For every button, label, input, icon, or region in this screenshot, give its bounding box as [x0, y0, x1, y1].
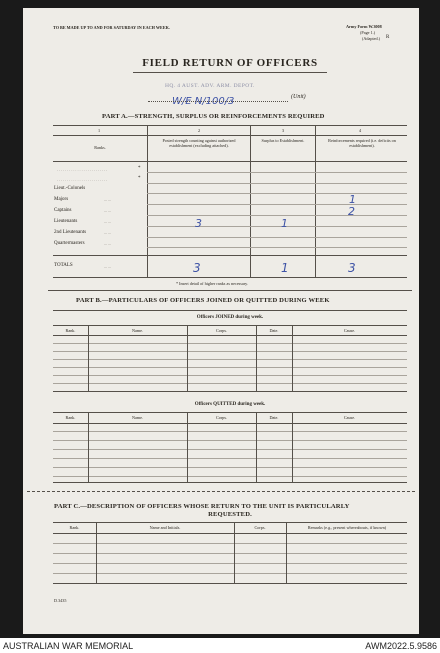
part-a-col-divider: [250, 125, 251, 277]
quitted-col-rank: Rank.: [65, 415, 76, 420]
perforation-line: [27, 491, 415, 492]
rank-label: Quartermasters: [54, 241, 85, 246]
dotted-leader: ... ...: [104, 208, 112, 213]
dotted-leader: ... ...: [104, 230, 112, 235]
captains-reinforcements: 2: [348, 205, 355, 218]
col-number-2: 2: [198, 128, 201, 133]
dotted-leader: ... ...: [104, 264, 112, 269]
row-line: [53, 458, 407, 459]
row-line: [53, 449, 407, 450]
form-number: Army Form W.3008: [346, 24, 382, 29]
part-a-col-divider: [147, 125, 148, 277]
unit-line: [148, 101, 288, 102]
row-line: [53, 383, 407, 384]
part-c-title-line1: PART C.—DESCRIPTION OF OFFICERS WHOSE RETURN TO THE UNIT IS PARTICULARLY: [54, 503, 350, 510]
joined-col-name: Name.: [131, 328, 144, 333]
quitted-col-divider: [187, 412, 188, 482]
part-c-title-line2: REQUESTED.: [208, 511, 252, 518]
joined-heading: Officers JOINED during week.: [196, 315, 264, 320]
print-code: D.3435: [54, 598, 67, 603]
row-line: [147, 193, 407, 194]
joined-col-divider: [292, 325, 293, 391]
row-line: [53, 431, 407, 432]
row-line: [147, 204, 407, 205]
part-a-col-divider: [315, 125, 316, 277]
joined-col-divider: [88, 325, 89, 391]
footer-accession-number: AWM2022.5.9586: [365, 641, 437, 651]
dotted-leader: ... ...: [104, 197, 112, 202]
form-mark: R: [386, 35, 390, 40]
col-number-4: 4: [359, 128, 362, 133]
part-c-rule: [53, 533, 407, 534]
totals-reinforcements: 3: [348, 261, 356, 275]
col-header-ranks: Ranks.: [94, 145, 106, 150]
part-c-col-divider: [96, 522, 97, 583]
part-c-col-corps: Corps.: [254, 525, 266, 530]
part-b-title: PART B.—PARTICULARS OF OFFICERS JOINED OR QUITTED DURING WEEK: [76, 297, 330, 304]
col-number-3: 3: [282, 128, 285, 133]
row-line: [53, 467, 407, 468]
row-line: [53, 573, 407, 574]
part-a-footnote: * Insert detail of higher ranks as necessary.: [176, 281, 249, 286]
part-c-col-rank: Rank.: [69, 525, 80, 530]
row-line: [53, 375, 407, 376]
quitted-col-divider: [292, 412, 293, 482]
quitted-col-cause: Cause.: [343, 415, 356, 420]
part-a-bottom-rule: [53, 277, 407, 278]
lieutenants-posted: 3: [195, 217, 202, 230]
row-line: [147, 183, 407, 184]
quitted-col-corps: Corps.: [215, 415, 228, 420]
totals-label: TOTALS: [54, 263, 73, 268]
quitted-box-bottom: [53, 482, 407, 483]
row-line: [53, 543, 407, 544]
asterisk-mark: *: [138, 176, 141, 181]
part-a-title: PART A.—STRENGTH, SURPLUS OR REINFORCEMENTS REQUIRED: [102, 113, 325, 120]
row-line: [53, 351, 407, 352]
part-c-col-remarks: Remarks (e.g., present whereabouts, if known): [307, 525, 387, 530]
quitted-col-date: Date.: [269, 415, 279, 420]
part-c-rule: [53, 522, 407, 523]
part-divider: [48, 290, 412, 291]
unit-label: (Unit): [291, 94, 306, 100]
rank-label: Captains: [54, 208, 72, 213]
row-line: [147, 247, 407, 248]
dotted-leader: .........................: [57, 167, 109, 172]
joined-box-top: [53, 310, 407, 311]
form-page: (Page 1.): [360, 30, 376, 35]
part-c-col-divider: [286, 522, 287, 583]
joined-col-corps: Corps.: [215, 328, 228, 333]
unit-handwriting: W/E N/100/3: [172, 96, 235, 107]
part-c-col-name: Name and Initials.: [149, 525, 181, 530]
quitted-rule: [53, 412, 407, 413]
form-adapted: (Adapted.): [362, 36, 381, 41]
majors-reinforcements: 1: [349, 193, 356, 206]
quitted-col-divider: [256, 412, 257, 482]
part-a-num-rule: [53, 135, 407, 136]
row-line: [53, 440, 407, 441]
quitted-col-name: Name.: [131, 415, 144, 420]
row-line: [53, 553, 407, 554]
col-header-posted: Posted strength counting against authorized establishment (excluding attached).: [162, 138, 236, 148]
joined-rule: [53, 335, 407, 336]
dotted-leader: .........................: [57, 177, 109, 182]
col-number-1: 1: [98, 128, 101, 133]
part-c-col-divider: [234, 522, 235, 583]
part-a-head-rule: [53, 161, 407, 162]
row-line: [53, 476, 407, 477]
quitted-col-divider: [88, 412, 89, 482]
dotted-leader: ... ...: [104, 241, 112, 246]
row-line: [53, 367, 407, 368]
part-a-top-rule: [53, 125, 407, 126]
rank-label: 2nd Lieutenants: [54, 230, 87, 235]
joined-col-cause: Cause.: [343, 328, 356, 333]
quitted-rule: [53, 423, 407, 424]
joined-col-divider: [187, 325, 188, 391]
quitted-heading: Officers QUITTED during week.: [194, 402, 266, 407]
row-line: [53, 563, 407, 564]
row-line: [147, 172, 407, 173]
totals-surplus: 1: [281, 261, 289, 275]
title-underline: [133, 72, 327, 73]
page-title: FIELD RETURN OF OFFICERS: [142, 57, 318, 69]
footer-bar: [0, 638, 440, 653]
instruction-text: TO BE MADE UP TO AND FOR SATURDAY IN EACH WEEK.: [53, 25, 170, 30]
joined-col-divider: [256, 325, 257, 391]
lieutenants-surplus: 1: [281, 217, 288, 230]
col-header-reinforcements: Reinforcements required (i.e. deficits on establishment).: [328, 138, 396, 148]
rank-label: Lieut.-Colonels: [54, 186, 86, 191]
footer-source: AUSTRALIAN WAR MEMORIAL: [3, 641, 134, 651]
unit-stamp: HQ. 4 AUST. ADV. ARM. DEPOT.: [165, 83, 255, 89]
row-line: [53, 343, 407, 344]
rank-label: Majors: [54, 197, 69, 202]
totals-posted: 3: [193, 261, 201, 275]
joined-col-date: Date.: [269, 328, 279, 333]
dotted-leader: ... ...: [104, 219, 112, 224]
joined-col-rank: Rank.: [65, 328, 76, 333]
joined-rule: [53, 325, 407, 326]
row-line: [53, 359, 407, 360]
rank-label: Lieutenants: [54, 219, 78, 224]
part-c-bottom-rule: [53, 583, 407, 584]
col-header-surplus: Surplus to Establishment.: [261, 138, 305, 143]
row-line: [147, 215, 407, 216]
asterisk-mark: *: [138, 166, 141, 171]
row-line: [147, 237, 407, 238]
joined-box-bottom: [53, 391, 407, 392]
row-line: [147, 226, 407, 227]
part-a-totals-rule: [53, 255, 407, 256]
